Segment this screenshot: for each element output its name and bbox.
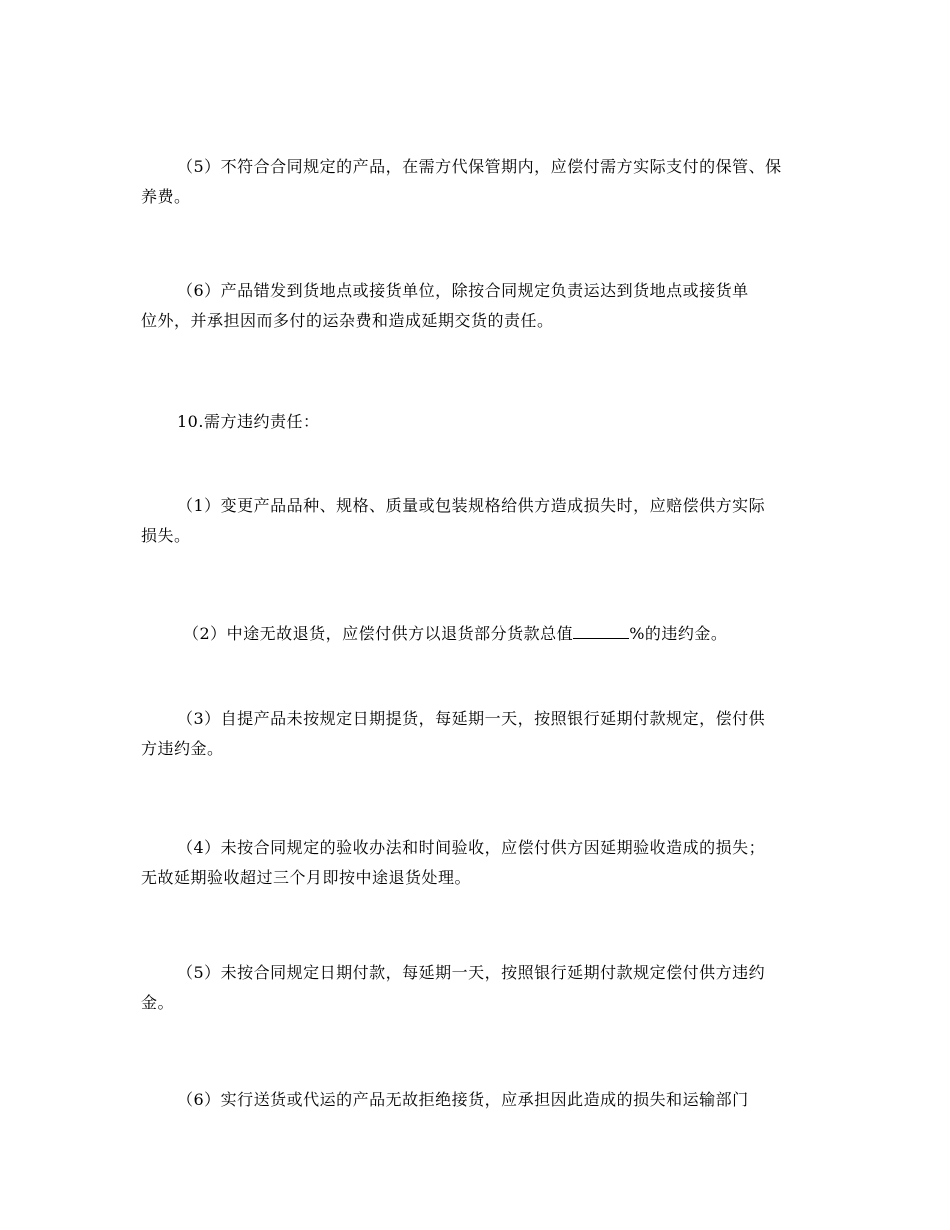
paragraph-line: 养费。 — [141, 187, 191, 206]
paragraph-text: （2）中途无故退货，应偿付供方以退货部分货款总值 — [183, 624, 574, 643]
section-heading: 10.需方违约责任： — [177, 412, 320, 431]
paragraph-line: （3）自提产品未按规定日期提货，每延期一天，按照银行延期付款规定，偿付供 — [177, 709, 766, 728]
paragraph-line: 金。 — [141, 993, 175, 1012]
paragraph-buyer-6 — [141, 1085, 815, 1115]
paragraph-buyer-2 — [183, 619, 823, 649]
paragraph-line: 无故延期验收超过三个月即按中途退货处理。 — [141, 868, 472, 887]
paragraph-line: （1）变更产品品种、规格、质量或包装规格给供方造成损失时，应赔偿供方实际 — [177, 496, 766, 515]
paragraph-buyer-4 — [141, 833, 815, 893]
paragraph-text: %的违约金。 — [629, 624, 728, 643]
paragraph-line: 方违约金。 — [141, 739, 224, 758]
paragraph-buyer-1 — [141, 491, 815, 551]
paragraph-supplier-6 — [141, 276, 815, 336]
section-heading-buyer-liability — [141, 407, 815, 437]
paragraph-line — [183, 619, 823, 649]
paragraph-line: （6）产品错发到货地点或接货单位，除按合同规定负责运达到货地点或接货单 — [177, 281, 749, 300]
paragraph-line: （5）不符合合同规定的产品，在需方代保管期内，应偿付需方实际支付的保管、保 — [177, 157, 782, 176]
paragraph-line: （5）未按合同规定日期付款，每延期一天，按照银行延期付款规定偿付供方违约 — [177, 963, 766, 982]
paragraph-buyer-5 — [141, 958, 815, 1018]
paragraph-line: （6）实行送货或代运的产品无故拒绝接货，应承担因此造成的损失和运输部门 — [177, 1090, 749, 1109]
paragraph-buyer-3 — [141, 704, 815, 764]
paragraph-line: 位外，并承担因而多付的运杂费和造成延期交货的责任。 — [141, 311, 554, 330]
paragraph-supplier-5 — [141, 152, 815, 212]
paragraph-line: 损失。 — [141, 526, 191, 545]
fill-in-blank[interactable] — [573, 620, 629, 639]
paragraph-line: （4）未按合同规定的验收办法和时间验收，应偿付供方因延期验收造成的损失； — [177, 838, 766, 857]
